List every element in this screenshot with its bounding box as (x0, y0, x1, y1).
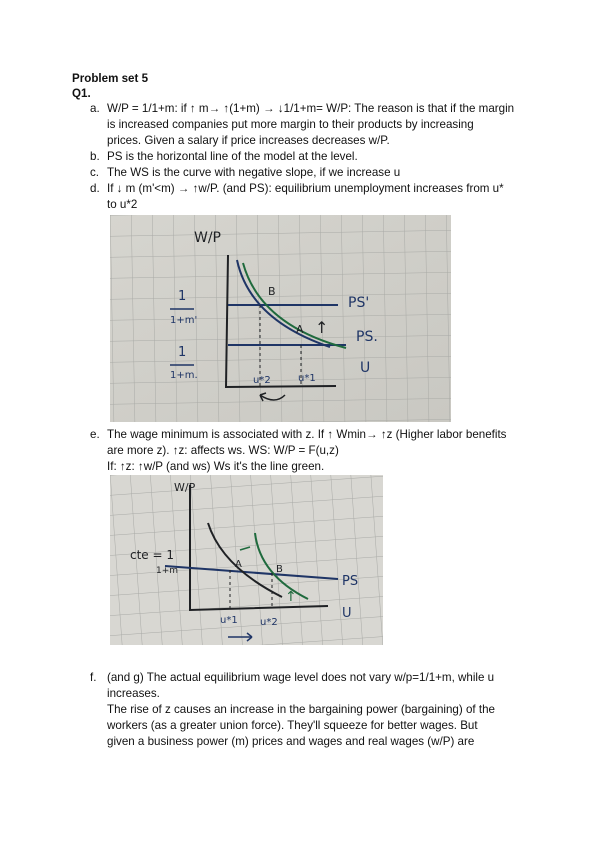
item-f-line-1: (and g) The actual equilibrium wage level does not vary w/p=1/1+m, while u (107, 671, 495, 684)
fig2-arrow-up: ↑ (285, 589, 297, 605)
item-c-label: c. (90, 166, 100, 179)
item-f-line-5: given a business power (m) prices and wages and real wages (w/P) are (107, 735, 475, 748)
item-d-line-1: If ↓ m (m'<m) → ↑w/P. (and PS): equilibrium unemployment increases from u* (107, 182, 504, 195)
fig2-constant-label: cte = 1 (130, 548, 175, 562)
item-e-line-2: are more z). ↑z: affects ws. WS: W/P = F(u,z) (107, 444, 339, 457)
fig1-top-frac-den: 1+m' (170, 315, 198, 326)
item-f-label: f. (90, 671, 97, 684)
fig2-ps-label: PS (342, 574, 359, 589)
item-f-line-3: The rise of z causes an increase in the bargaining power (bargaining) of the (107, 703, 495, 716)
fig1-ps-top-label: PS' (348, 295, 370, 311)
question-label: Q1. (72, 87, 91, 100)
item-f-line-4: workers (as a greater union force). They'll squeeze for better wages. But (107, 719, 478, 732)
item-b-line-1: PS is the horizontal line of the model at the level. (107, 150, 358, 163)
fig2-point-a: A (235, 559, 242, 570)
item-e-line-1: The wage minimum is associated with z. If ↑ Wmin→ ↑z (Higher labor benefits (107, 428, 507, 441)
fig2-constant-den: 1+m (156, 566, 179, 576)
fig2-y-axis-label: W/P (174, 481, 196, 494)
fig2-tick-right: u*2 (260, 617, 278, 628)
item-b-label: b. (90, 150, 100, 163)
problem-set-title: Problem set 5 (72, 72, 149, 85)
item-d-line-2: to u*2 (107, 198, 138, 211)
fig1-top-frac-num: 1 (178, 289, 187, 304)
fig1-point-b: B (268, 285, 276, 298)
fig1-bottom-frac-num: 1 (178, 345, 187, 360)
fig1-x-axis-label: U (360, 360, 371, 376)
fig2-tick-left: u*1 (220, 615, 238, 626)
item-c-line-1: The WS is the curve with negative slope, if we increase u (107, 166, 401, 179)
item-e-line-3: If: ↑z: ↑w/P (and ws) Ws it's the line green. (107, 460, 325, 473)
fig1-y-axis-label: W/P (194, 230, 222, 246)
fig2-point-b: B (276, 564, 283, 575)
fig1-bottom-frac-den: 1+m. (170, 370, 198, 381)
item-a-line-2: is increased companies put more margin to their products by increasing (107, 118, 474, 131)
fig1-tick-left: u*2 (253, 375, 271, 386)
item-a-line-1: W/P = 1/1+m: if ↑ m→ ↑(1+m) → ↓1/1+m= W/P: The reason is that if the margin (107, 102, 515, 115)
fig1-arrow-up: ↑ (315, 318, 329, 337)
fig2-x-axis-label: U (342, 606, 352, 621)
item-f-line-2: increases. (107, 687, 160, 700)
fig1-ps-bottom-label: PS. (356, 329, 378, 345)
item-a-line-3: prices. Given a salary if price increases decreases w/P. (107, 134, 390, 147)
figure-2-handdrawn-graph (110, 475, 383, 645)
fig1-point-a: A (296, 323, 304, 336)
fig1-tick-right: u*1 (298, 373, 316, 384)
figure-1-handdrawn-graph (110, 215, 451, 422)
item-d-label: d. (90, 182, 100, 195)
item-a-label: a. (90, 102, 100, 115)
item-e-label: e. (90, 428, 100, 441)
